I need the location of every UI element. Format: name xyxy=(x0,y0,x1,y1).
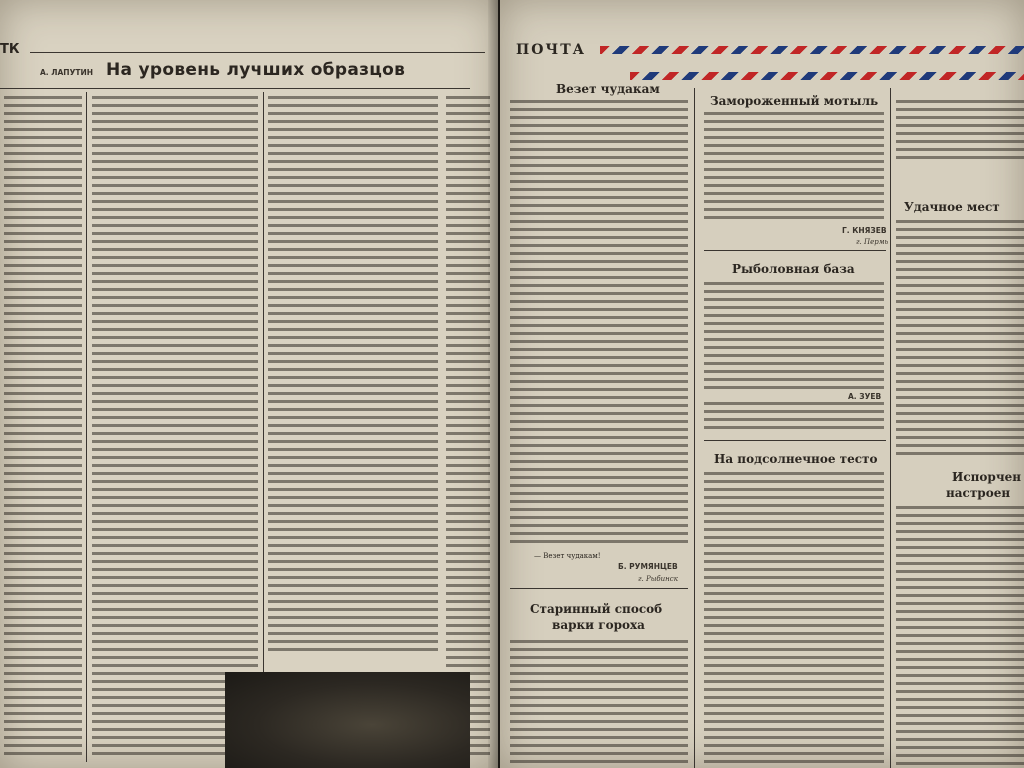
article-body xyxy=(896,506,1024,768)
article-title: Старинный способ xyxy=(530,602,663,616)
article-body xyxy=(896,220,1024,460)
section-fragment: ТК xyxy=(0,42,20,57)
fishing-reel-photo xyxy=(225,672,470,768)
body-column-2 xyxy=(92,96,258,756)
article-divider xyxy=(704,440,886,441)
body-column-4 xyxy=(446,96,490,756)
article-body xyxy=(896,100,1024,164)
article-divider xyxy=(704,250,886,251)
article-body xyxy=(510,100,688,548)
article-body xyxy=(704,402,884,430)
closing-line: — Везет чудакам! xyxy=(534,552,601,560)
article-body xyxy=(704,282,884,392)
article-title: настроен xyxy=(946,486,1011,500)
article-author: Б. РУМЯНЦЕВ xyxy=(618,562,678,571)
article-title: Рыболовная база xyxy=(732,262,855,276)
headline-rule xyxy=(0,88,470,89)
column-divider xyxy=(86,92,87,762)
column-divider xyxy=(890,88,891,768)
article-place: г. Пермь xyxy=(856,238,889,246)
column-divider xyxy=(263,92,264,672)
article-place: г. Рыбинск xyxy=(638,575,678,583)
section-title: ПОЧТА xyxy=(516,42,587,58)
airmail-stripe xyxy=(600,46,1024,54)
left-page xyxy=(0,0,498,768)
body-column-1 xyxy=(4,96,82,756)
article-divider xyxy=(510,588,688,589)
article-author: А. ЗУЕВ xyxy=(848,392,882,401)
right-page xyxy=(500,0,1024,768)
article-title: Испорчен xyxy=(952,470,1022,484)
article-title: На подсолнечное тесто xyxy=(714,452,878,466)
article-body xyxy=(704,472,884,768)
article-title: варки гороха xyxy=(552,618,645,632)
column-divider xyxy=(694,88,695,768)
article-body xyxy=(704,112,884,222)
top-rule xyxy=(30,52,485,53)
body-column-3 xyxy=(268,96,438,656)
article-headline: На уровень лучших образцов xyxy=(106,60,406,80)
article-body xyxy=(510,640,688,768)
article-title: Замороженный мотыль xyxy=(710,94,879,108)
article-author: Г. КНЯЗЕВ xyxy=(842,226,887,235)
article-title: Удачное мест xyxy=(904,200,1000,214)
airmail-stripe xyxy=(630,72,1024,80)
article-title: Везет чудакам xyxy=(556,82,660,96)
article-author: А. ЛАПУТИН xyxy=(40,68,94,77)
